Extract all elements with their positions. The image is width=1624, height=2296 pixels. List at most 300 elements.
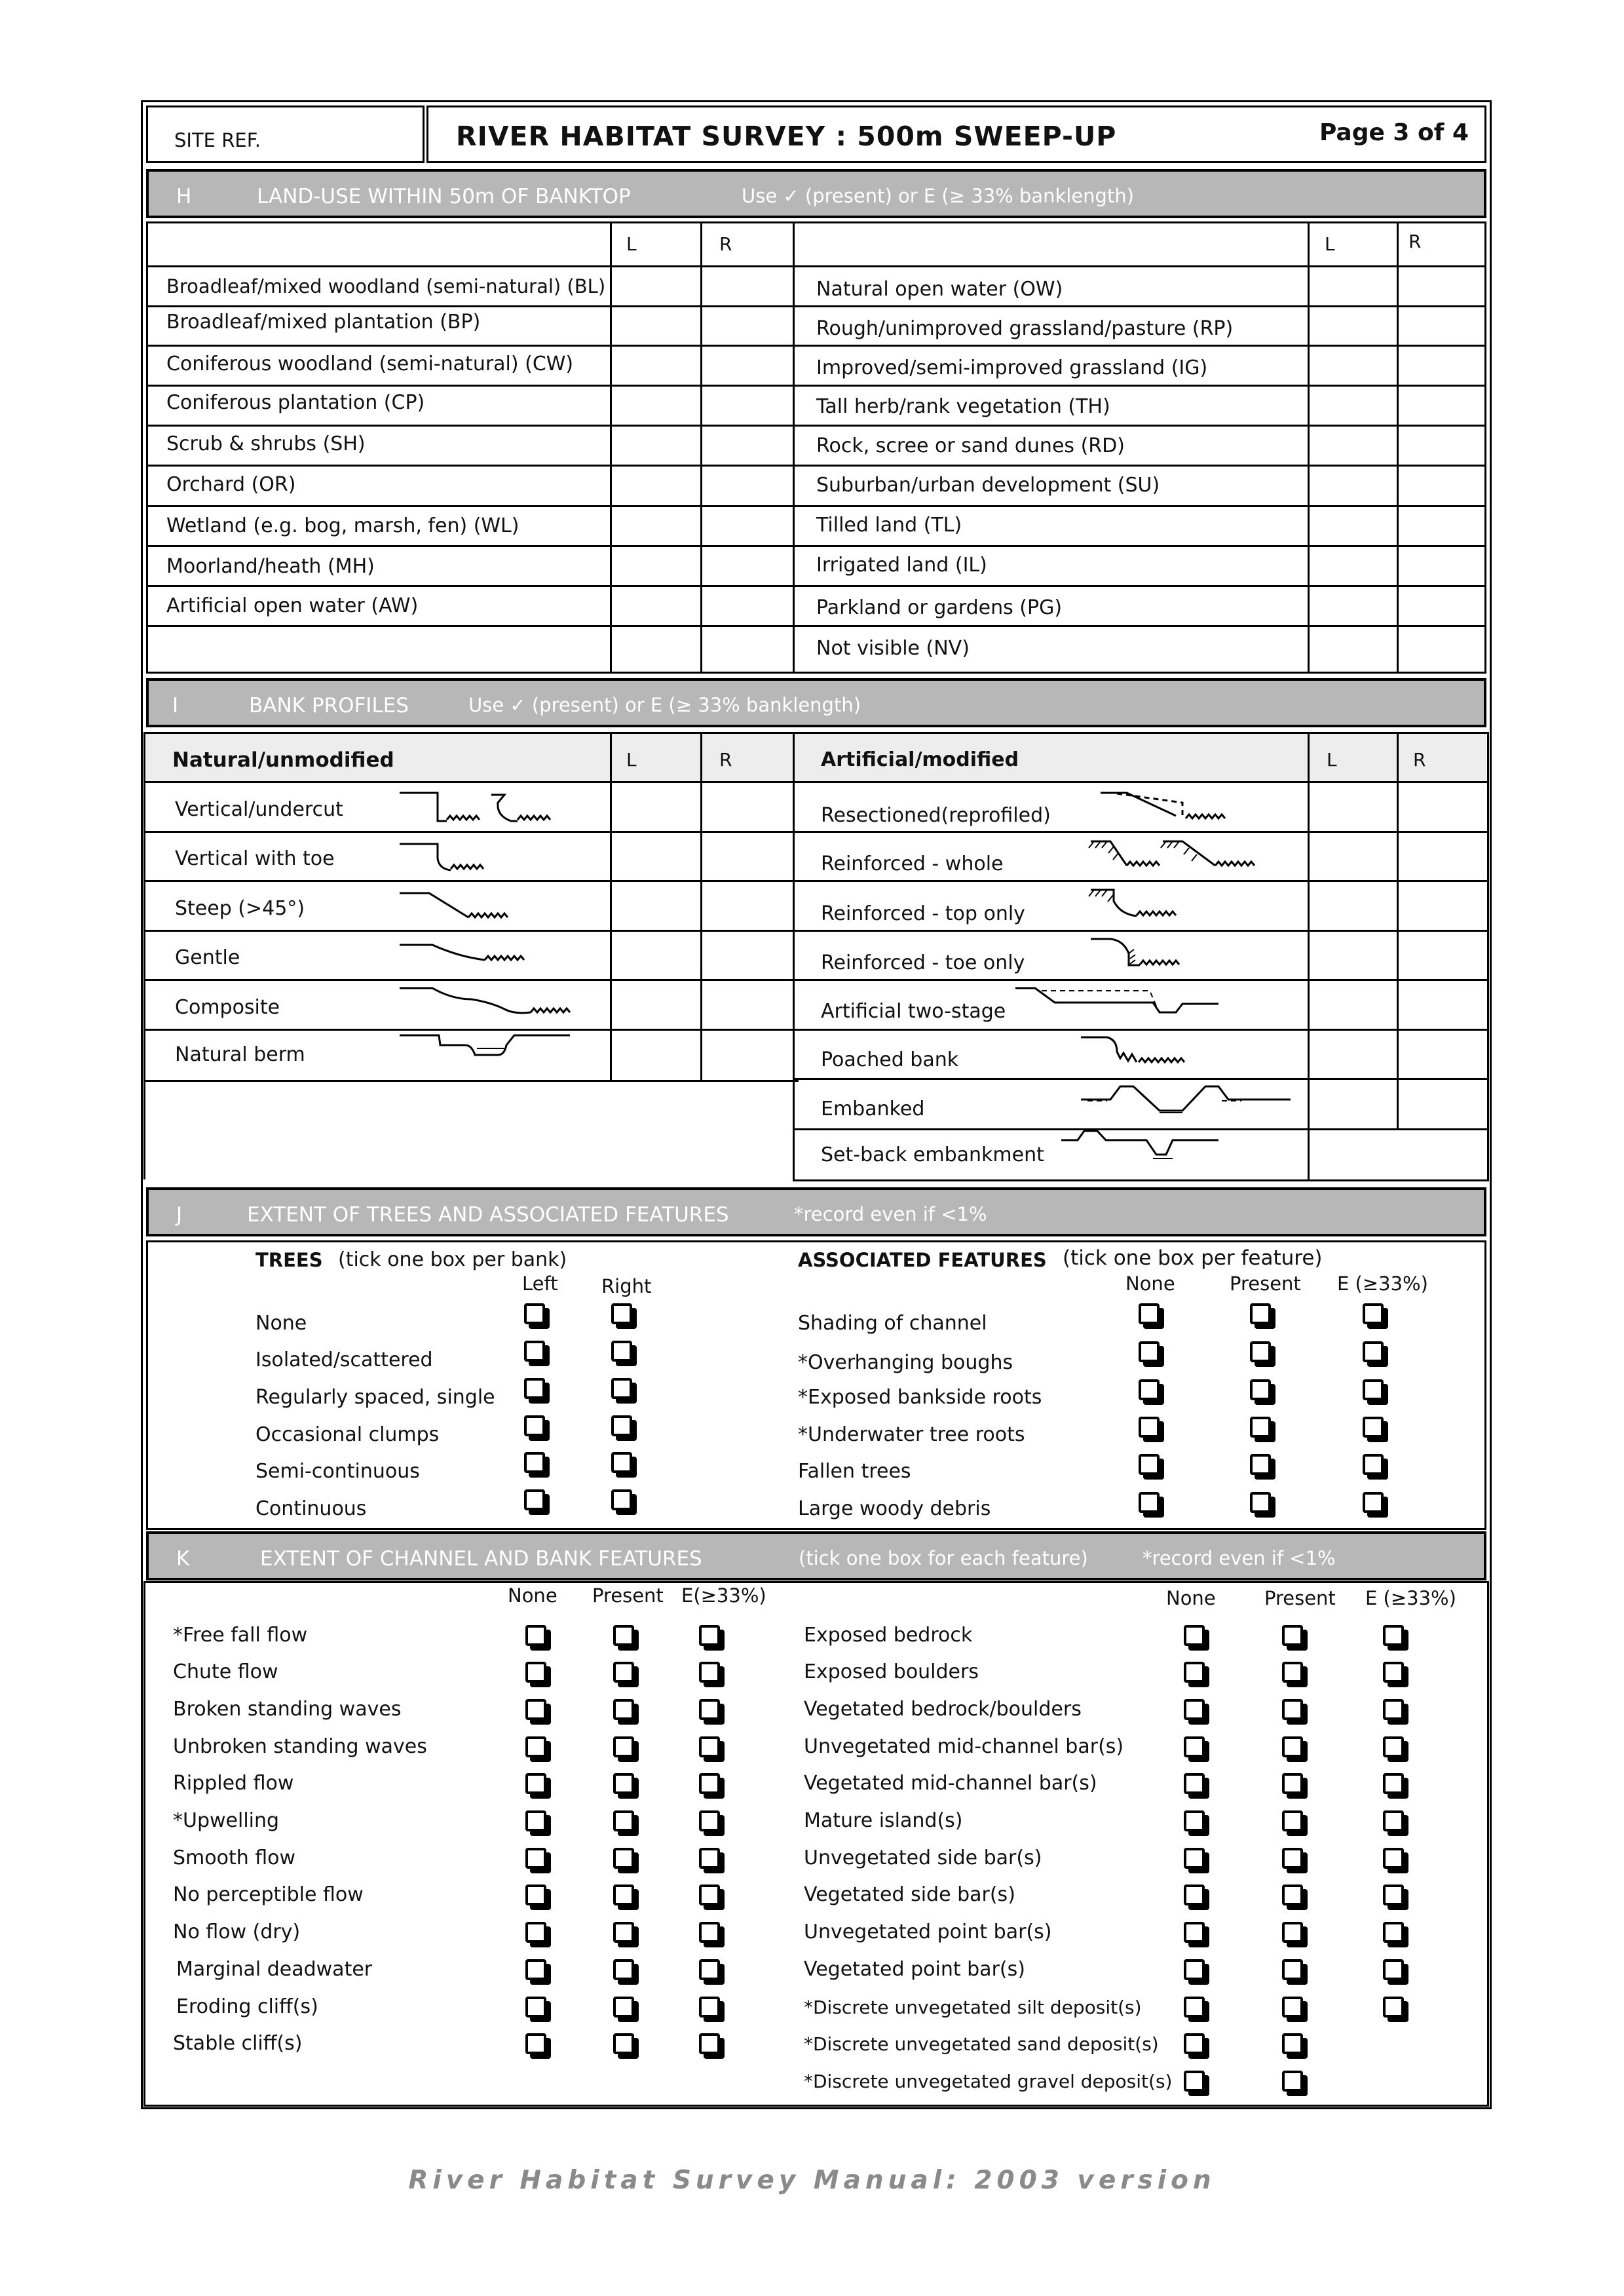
feature-e-checkbox[interactable] — [1363, 1303, 1384, 1324]
feature-present-checkbox[interactable] — [1250, 1417, 1271, 1438]
land-use-right-bank-cell[interactable] — [1399, 547, 1483, 585]
land-use-item: Parkland or gardens (PG) — [816, 596, 1063, 619]
bank-e-checkbox[interactable] — [1383, 1699, 1404, 1720]
land-use-right-bank-cell[interactable] — [703, 587, 791, 625]
land-use-col-r: R — [1408, 231, 1422, 252]
channel-present-checkbox[interactable] — [613, 1662, 634, 1683]
land-use-item: Tilled land (TL) — [816, 514, 962, 537]
tree-left-checkbox[interactable] — [524, 1341, 545, 1362]
land-use-left-bank-cell[interactable] — [613, 347, 698, 385]
channel-none-checkbox[interactable] — [525, 1773, 546, 1794]
channel-none-checkbox[interactable] — [525, 1959, 546, 1980]
feature-present-checkbox[interactable] — [1250, 1454, 1271, 1475]
channel-feature-label: Rippled flow — [173, 1772, 294, 1795]
artificial-profile-label: Embanked — [821, 1098, 925, 1120]
land-use-left-bank-cell[interactable] — [613, 387, 698, 425]
steep-sketch — [400, 888, 531, 924]
assoc-instruction: (tick one box per feature) — [1063, 1246, 1323, 1270]
bank-profiles-col-rule — [1397, 732, 1399, 1128]
bank-present-checkbox[interactable] — [1282, 1997, 1303, 2018]
bank-present-checkbox[interactable] — [1282, 1736, 1303, 1757]
gentle-sketch — [400, 937, 531, 970]
land-use-right-bank-cell[interactable] — [1399, 587, 1483, 625]
land-use-row-rule — [146, 545, 1486, 547]
k-right-col-present: Present — [1264, 1587, 1336, 1609]
land-use-right-bank-cell[interactable] — [703, 507, 791, 545]
channel-present-checkbox[interactable] — [613, 1699, 634, 1720]
channel-feature-label: Unbroken standing waves — [173, 1735, 427, 1758]
bank-none-checkbox[interactable] — [1184, 2071, 1205, 2092]
feature-none-checkbox[interactable] — [1139, 1417, 1160, 1438]
land-use-left-bank-cell[interactable] — [613, 267, 698, 305]
tree-right-checkbox[interactable] — [611, 1489, 632, 1510]
k-right-col-none: None — [1166, 1587, 1216, 1609]
feature-e-checkbox[interactable] — [1363, 1454, 1384, 1475]
bank-present-checkbox[interactable] — [1282, 1625, 1303, 1646]
channel-none-checkbox[interactable] — [525, 1922, 546, 1943]
land-use-right-bank-cell[interactable] — [1399, 347, 1483, 385]
land-use-col-rule — [610, 221, 612, 672]
bank-feature-label: Unvegetated point bar(s) — [804, 1921, 1052, 1943]
tree-right-checkbox[interactable] — [611, 1452, 632, 1473]
land-use-item: Artificial open water (AW) — [166, 594, 419, 617]
channel-none-checkbox[interactable] — [525, 1848, 546, 1869]
channel-present-checkbox[interactable] — [613, 1997, 634, 2018]
embanked-sketch — [1081, 1081, 1291, 1120]
artificial-profile-label: Reinforced - top only — [821, 902, 1025, 925]
land-use-col-rule — [793, 221, 795, 672]
channel-present-checkbox[interactable] — [613, 1959, 634, 1980]
bank-feature-label: Unvegetated mid-channel bar(s) — [804, 1735, 1124, 1758]
bank-profile-left-cell[interactable] — [1310, 882, 1394, 930]
land-use-item: Wetland (e.g. bog, marsh, fen) (WL) — [166, 514, 519, 537]
poached-bank-sketch — [1081, 1032, 1212, 1071]
land-use-item: Orchard (OR) — [166, 473, 296, 496]
bank-profile-left-cell[interactable] — [1310, 1080, 1394, 1128]
artificial-profile-label: Artificial two-stage — [821, 1000, 1006, 1023]
bank-none-checkbox[interactable] — [1184, 1997, 1205, 2018]
land-use-left-bank-cell[interactable] — [613, 587, 698, 625]
title-box — [426, 105, 1486, 163]
land-use-item: Moorland/heath (MH) — [166, 555, 375, 578]
tree-extent-label: Occasional clumps — [255, 1423, 440, 1446]
channel-none-checkbox[interactable] — [525, 1885, 546, 1905]
land-use-left-bank-cell[interactable] — [1310, 427, 1394, 465]
channel-e-checkbox[interactable] — [699, 1922, 720, 1943]
bank-profile-left-cell[interactable] — [1310, 1031, 1394, 1078]
bank-feature-label: *Discrete unvegetated gravel deposit(s) — [804, 2071, 1173, 2092]
bank-none-checkbox[interactable] — [1184, 1885, 1205, 1905]
bank-feature-label: Vegetated mid-channel bar(s) — [804, 1772, 1097, 1795]
land-use-right-bank-cell[interactable] — [703, 307, 791, 345]
bank-profile-left-cell[interactable] — [1310, 833, 1394, 880]
channel-none-checkbox[interactable] — [525, 1736, 546, 1757]
channel-e-checkbox[interactable] — [699, 1810, 720, 1831]
feature-present-checkbox[interactable] — [1250, 1492, 1271, 1513]
channel-none-checkbox[interactable] — [525, 1699, 546, 1720]
artificial-profile-label: Set-back embankment — [821, 1143, 1044, 1166]
bank-e-checkbox[interactable] — [1383, 1662, 1404, 1683]
land-use-left-bank-cell[interactable] — [1310, 627, 1394, 670]
section-k-title: EXTENT OF CHANNEL AND BANK FEATURES — [260, 1547, 702, 1571]
bank-profiles-col-r: R — [1413, 749, 1426, 771]
feature-e-checkbox[interactable] — [1363, 1341, 1384, 1362]
land-use-left-bank-cell[interactable] — [613, 467, 698, 505]
land-use-col-rule — [1397, 221, 1399, 672]
channel-present-checkbox[interactable] — [613, 1736, 634, 1757]
channel-present-checkbox[interactable] — [613, 1773, 634, 1794]
site-ref-box[interactable] — [146, 105, 425, 163]
land-use-right-bank-cell[interactable] — [1399, 307, 1483, 345]
tree-extent-label: Continuous — [255, 1497, 367, 1520]
channel-present-checkbox[interactable] — [613, 1922, 634, 1943]
land-use-col-r: R — [719, 233, 732, 255]
bank-profile-right-cell[interactable] — [1399, 981, 1483, 1029]
land-use-row-rule — [146, 585, 1486, 587]
section-j-header — [146, 1187, 1486, 1236]
tree-right-checkbox[interactable] — [611, 1341, 632, 1362]
channel-e-checkbox[interactable] — [699, 1885, 720, 1905]
land-use-right-bank-cell[interactable] — [1399, 507, 1483, 545]
section-k-instruction: (tick one box for each feature) — [799, 1547, 1088, 1569]
tree-left-checkbox[interactable] — [524, 1452, 545, 1473]
bank-profile-right-cell[interactable] — [1399, 882, 1483, 930]
land-use-col-rule — [700, 221, 702, 672]
bank-profiles-left-rule — [143, 732, 145, 1179]
bank-profile-right-cell[interactable] — [703, 932, 791, 979]
bank-profile-left-cell[interactable] — [1310, 783, 1394, 831]
feature-e-checkbox[interactable] — [1363, 1492, 1384, 1513]
bank-present-checkbox[interactable] — [1282, 1959, 1303, 1980]
bank-e-checkbox[interactable] — [1383, 1922, 1404, 1943]
land-use-right-bank-cell[interactable] — [1399, 267, 1483, 305]
bank-profiles-row-rule — [793, 732, 1489, 734]
trees-instruction: (tick one box per bank) — [338, 1248, 567, 1271]
bank-profile-right-cell[interactable] — [1399, 833, 1483, 880]
bank-profiles-row-rule — [793, 1179, 1489, 1181]
bank-present-checkbox[interactable] — [1282, 1848, 1303, 1869]
channel-none-checkbox[interactable] — [525, 1997, 546, 2018]
reinforced-top-sketch — [1091, 885, 1209, 924]
land-use-item: Irrigated land (IL) — [816, 554, 987, 577]
feature-none-checkbox[interactable] — [1139, 1303, 1160, 1324]
channel-feature-label: Eroding cliff(s) — [176, 1995, 318, 2018]
channel-present-checkbox[interactable] — [613, 2033, 634, 2054]
associated-feature-label: *Overhanging boughs — [798, 1351, 1013, 1374]
bank-profiles-row-rule — [143, 1080, 799, 1082]
land-use-left-bank-cell[interactable] — [1310, 547, 1394, 585]
land-use-item: Natural open water (OW) — [816, 278, 1063, 301]
land-use-item: Broadleaf/mixed plantation (BP) — [166, 311, 481, 334]
natural-header: Natural/unmodified — [172, 748, 394, 772]
bank-profile-left-cell[interactable] — [613, 882, 698, 929]
bank-none-checkbox[interactable] — [1184, 2033, 1205, 2054]
channel-e-checkbox[interactable] — [699, 1848, 720, 1869]
land-use-right-bank-cell[interactable] — [703, 267, 791, 305]
bank-none-checkbox[interactable] — [1184, 1773, 1205, 1794]
section-i-title: BANK PROFILES — [249, 694, 409, 718]
bank-profiles-col-rule — [793, 732, 795, 1179]
channel-e-checkbox[interactable] — [699, 1662, 720, 1683]
land-use-row-rule — [146, 305, 1486, 307]
page-title: RIVER HABITAT SURVEY : 500m SWEEP-UP — [456, 121, 1117, 152]
land-use-right-bank-cell[interactable] — [703, 347, 791, 385]
land-use-row-rule — [146, 465, 1486, 467]
tree-right-checkbox[interactable] — [611, 1415, 632, 1436]
land-use-bottom-rule — [146, 672, 1486, 674]
section-h-title: LAND-USE WITHIN 50m OF BANKTOP — [257, 185, 631, 208]
land-use-right-rule — [1484, 221, 1486, 672]
channel-feature-label: *Free fall flow — [173, 1624, 308, 1647]
bank-present-checkbox[interactable] — [1282, 1662, 1303, 1683]
channel-none-checkbox[interactable] — [525, 1810, 546, 1831]
land-use-right-bank-cell[interactable] — [703, 387, 791, 425]
land-use-item: Tall herb/rank vegetation (TH) — [816, 395, 1110, 418]
bank-none-checkbox[interactable] — [1184, 1662, 1205, 1683]
land-use-right-bank-cell[interactable] — [1399, 387, 1483, 425]
section-i-header — [146, 678, 1486, 727]
channel-e-checkbox[interactable] — [699, 1997, 720, 2018]
land-use-right-bank-cell[interactable] — [703, 427, 791, 465]
land-use-left-bank-cell[interactable] — [613, 427, 698, 465]
channel-feature-label: No flow (dry) — [173, 1921, 301, 1943]
bank-present-checkbox[interactable] — [1282, 1885, 1303, 1905]
section-j-note: *record even if <1% — [794, 1203, 987, 1225]
bank-none-checkbox[interactable] — [1184, 1736, 1205, 1757]
assoc-col-none: None — [1125, 1272, 1175, 1295]
bank-none-checkbox[interactable] — [1184, 1699, 1205, 1720]
tree-left-checkbox[interactable] — [524, 1489, 545, 1510]
associated-feature-label: Fallen trees — [798, 1460, 911, 1483]
feature-e-checkbox[interactable] — [1363, 1379, 1384, 1400]
land-use-col-l: L — [1325, 233, 1335, 255]
channel-none-checkbox[interactable] — [525, 1662, 546, 1683]
bank-present-checkbox[interactable] — [1282, 1699, 1303, 1720]
artificial-profile-label: Resectioned(reprofiled) — [821, 804, 1051, 827]
k-left-col-present: Present — [592, 1584, 664, 1607]
bank-present-checkbox[interactable] — [1282, 1922, 1303, 1943]
channel-present-checkbox[interactable] — [613, 1625, 634, 1646]
feature-present-checkbox[interactable] — [1250, 1341, 1271, 1362]
resectioned-sketch — [1101, 790, 1251, 826]
bank-feature-label: Mature island(s) — [804, 1809, 963, 1832]
land-use-top-rule — [146, 221, 1486, 223]
feature-present-checkbox[interactable] — [1250, 1303, 1271, 1324]
bank-e-checkbox[interactable] — [1383, 1848, 1404, 1869]
feature-none-checkbox[interactable] — [1139, 1454, 1160, 1475]
tree-left-checkbox[interactable] — [524, 1303, 545, 1324]
site-ref-label: SITE REF. — [174, 129, 261, 151]
channel-none-checkbox[interactable] — [525, 2033, 546, 2054]
land-use-left-rule — [146, 221, 148, 672]
bank-feature-label: Unvegetated side bar(s) — [804, 1846, 1042, 1869]
bank-profile-left-cell[interactable] — [613, 783, 698, 830]
tree-right-checkbox[interactable] — [611, 1303, 632, 1324]
land-use-row-rule — [146, 345, 1486, 347]
bank-profiles-col-rule — [1308, 1128, 1310, 1179]
land-use-right-bank-cell[interactable] — [703, 547, 791, 585]
tree-extent-label: Isolated/scattered — [255, 1349, 433, 1371]
channel-feature-label: Broken standing waves — [173, 1698, 402, 1721]
section-k-header — [146, 1531, 1486, 1580]
channel-present-checkbox[interactable] — [613, 1810, 634, 1831]
land-use-left-bank-cell[interactable] — [613, 507, 698, 545]
section-i-letter: I — [172, 694, 179, 718]
land-use-row-rule — [146, 625, 1486, 627]
channel-feature-label: Marginal deadwater — [176, 1958, 373, 1981]
channel-e-checkbox[interactable] — [699, 1736, 720, 1757]
bank-e-checkbox[interactable] — [1383, 1810, 1404, 1831]
land-use-item: Scrub & shrubs (SH) — [166, 432, 366, 455]
trees-col-right: Right — [601, 1275, 652, 1297]
bank-present-checkbox[interactable] — [1282, 1810, 1303, 1831]
channel-feature-label: Smooth flow — [173, 1846, 296, 1869]
feature-none-checkbox[interactable] — [1139, 1341, 1160, 1362]
tree-left-checkbox[interactable] — [524, 1378, 545, 1399]
bank-none-checkbox[interactable] — [1184, 1848, 1205, 1869]
bank-profile-left-cell[interactable] — [613, 833, 698, 880]
land-use-left-bank-cell[interactable] — [613, 547, 698, 585]
natural-profile-label: Vertical/undercut — [175, 798, 343, 821]
artificial-header: Artificial/modified — [821, 748, 1019, 771]
channel-e-checkbox[interactable] — [699, 2033, 720, 2054]
land-use-item: Improved/semi-improved grassland (IG) — [816, 356, 1208, 379]
land-use-left-bank-cell[interactable] — [613, 307, 698, 345]
bank-profile-left-cell[interactable] — [613, 981, 698, 1028]
feature-none-checkbox[interactable] — [1139, 1492, 1160, 1513]
tree-extent-label: Regularly spaced, single — [255, 1386, 495, 1409]
channel-e-checkbox[interactable] — [699, 1773, 720, 1794]
bank-none-checkbox[interactable] — [1184, 1959, 1205, 1980]
tree-extent-label: Semi-continuous — [255, 1460, 420, 1483]
bank-feature-label: Exposed boulders — [804, 1660, 979, 1683]
land-use-row-rule — [146, 385, 1486, 387]
bank-profile-right-cell[interactable] — [1399, 1080, 1483, 1128]
associated-feature-label: *Underwater tree roots — [798, 1423, 1025, 1446]
bank-profile-right-cell[interactable] — [1399, 1031, 1483, 1078]
section-h-letter: H — [176, 185, 192, 208]
bank-none-checkbox[interactable] — [1184, 1922, 1205, 1943]
land-use-left-bank-cell[interactable] — [1310, 467, 1394, 505]
bank-feature-label: Vegetated bedrock/boulders — [804, 1698, 1082, 1721]
artificial-profile-label: Reinforced - toe only — [821, 951, 1025, 974]
land-use-left-bank-cell[interactable] — [1310, 347, 1394, 385]
feature-present-checkbox[interactable] — [1250, 1379, 1271, 1400]
bank-profile-right-cell[interactable] — [703, 882, 791, 929]
bank-profiles-col-l: L — [1327, 749, 1337, 771]
land-use-header-rule — [146, 265, 1486, 267]
bank-profile-left-cell[interactable] — [613, 1031, 698, 1078]
natural-profile-label: Composite — [175, 996, 280, 1019]
bank-e-checkbox[interactable] — [1383, 1736, 1404, 1757]
land-use-left-bank-cell[interactable] — [1310, 267, 1394, 305]
land-use-right-bank-cell[interactable] — [703, 467, 791, 505]
footer: River Habitat Survey Manual: 2003 version — [408, 2166, 1216, 2195]
bank-e-checkbox[interactable] — [1383, 1997, 1404, 2018]
land-use-item: Not visible (NV) — [816, 637, 970, 660]
land-use-item: Coniferous plantation (CP) — [166, 391, 425, 414]
land-use-col-l: L — [626, 233, 637, 255]
bank-profile-left-cell[interactable] — [1310, 981, 1394, 1029]
artificial-profile-label: Reinforced - whole — [821, 852, 1004, 875]
bank-profiles-col-rule — [1308, 732, 1310, 1128]
channel-e-checkbox[interactable] — [699, 1625, 720, 1646]
feature-e-checkbox[interactable] — [1363, 1417, 1384, 1438]
assoc-col-present: Present — [1230, 1272, 1301, 1295]
land-use-item: Rough/unimproved grassland/pasture (RP) — [816, 317, 1234, 340]
bank-e-checkbox[interactable] — [1383, 1625, 1404, 1646]
land-use-right-bank-cell[interactable] — [1399, 467, 1483, 505]
natural-berm-sketch — [400, 1029, 590, 1065]
bank-e-checkbox[interactable] — [1383, 1773, 1404, 1794]
bank-none-checkbox[interactable] — [1184, 1810, 1205, 1831]
natural-profile-label: Gentle — [175, 946, 240, 969]
bank-profile-right-cell[interactable] — [703, 833, 791, 880]
section-k-note: *record even if <1% — [1142, 1547, 1336, 1569]
bank-present-checkbox[interactable] — [1282, 2071, 1303, 2092]
tree-extent-label: None — [255, 1312, 307, 1335]
bank-profile-right-cell[interactable] — [703, 783, 791, 830]
bank-feature-label: Vegetated point bar(s) — [804, 1958, 1025, 1981]
bank-present-checkbox[interactable] — [1282, 2033, 1303, 2054]
page-number: Page 3 of 4 — [1319, 119, 1469, 146]
bank-profile-left-cell[interactable] — [613, 932, 698, 979]
bank-e-checkbox[interactable] — [1383, 1885, 1404, 1905]
bank-profile-right-cell[interactable] — [703, 1031, 791, 1078]
bank-profile-right-cell[interactable] — [703, 981, 791, 1028]
bank-profile-right-cell[interactable] — [1399, 783, 1483, 831]
vertical-with-toe-sketch — [400, 839, 518, 875]
reinforced-whole-sketch — [1091, 836, 1274, 875]
bank-feature-label: *Discrete unvegetated sand deposit(s) — [804, 2033, 1159, 2055]
bank-profiles-col-r: R — [719, 749, 732, 771]
land-use-item: Rock, scree or sand dunes (RD) — [816, 434, 1125, 457]
tree-right-checkbox[interactable] — [611, 1378, 632, 1399]
section-i-instruction: Use ✓ (present) or E (≥ 33% banklength) — [468, 694, 861, 716]
land-use-left-bank-cell[interactable] — [1310, 587, 1394, 625]
channel-feature-label: No perceptible flow — [173, 1883, 364, 1906]
bank-feature-label: *Discrete unvegetated silt deposit(s) — [804, 1997, 1142, 2018]
bank-profile-right-cell[interactable] — [1399, 932, 1483, 979]
land-use-right-bank-cell[interactable] — [1399, 627, 1483, 670]
land-use-left-bank-cell[interactable] — [1310, 307, 1394, 345]
bank-e-checkbox[interactable] — [1383, 1959, 1404, 1980]
bank-none-checkbox[interactable] — [1184, 1625, 1205, 1646]
artificial-profile-label: Poached bank — [821, 1048, 959, 1071]
bank-profile-left-cell[interactable] — [1310, 932, 1394, 979]
natural-profile-label: Vertical with toe — [175, 847, 335, 870]
bank-present-checkbox[interactable] — [1282, 1773, 1303, 1794]
natural-profile-label: Steep (>45°) — [175, 897, 305, 920]
channel-present-checkbox[interactable] — [613, 1885, 634, 1905]
section-h-header — [146, 169, 1486, 218]
channel-present-checkbox[interactable] — [613, 1848, 634, 1869]
land-use-item: Broadleaf/mixed woodland (semi-natural) (BL) — [166, 275, 606, 297]
land-use-left-bank-cell[interactable] — [1310, 507, 1394, 545]
channel-e-checkbox[interactable] — [699, 1959, 720, 1980]
land-use-right-bank-cell[interactable] — [1399, 427, 1483, 465]
channel-e-checkbox[interactable] — [699, 1699, 720, 1720]
feature-none-checkbox[interactable] — [1139, 1379, 1160, 1400]
set-back-embankment-sketch — [1061, 1127, 1232, 1166]
natural-profile-label: Natural berm — [175, 1043, 305, 1066]
channel-none-checkbox[interactable] — [525, 1625, 546, 1646]
land-use-item: Coniferous woodland (semi-natural) (CW) — [166, 353, 574, 375]
tree-left-checkbox[interactable] — [524, 1415, 545, 1436]
land-use-row-rule — [146, 505, 1486, 507]
land-use-left-bank-cell[interactable] — [1310, 387, 1394, 425]
bank-profiles-col-rule — [610, 732, 612, 1080]
